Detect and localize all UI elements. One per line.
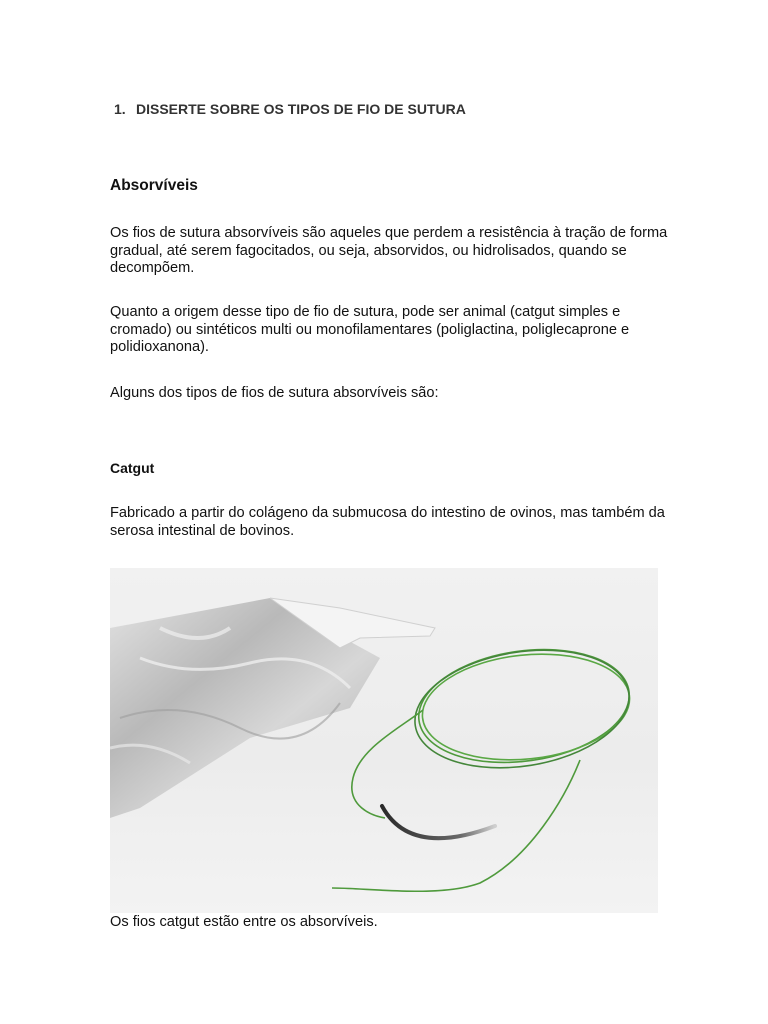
- suture-thread-photo: [110, 568, 658, 913]
- question-number: 1.: [114, 101, 126, 117]
- subsection-title: Catgut: [110, 460, 155, 476]
- paragraph-origin: Quanto a origem desse tipo de fio de sutura, pode ser animal (catgut simples e cromado) ou sintéticos multi ou monofilamentares (poliglactina, poliglecaprone e polidioxanona).: [110, 304, 630, 355]
- photo-caption: Os fios catgut estão entre os absorvíveis.: [110, 914, 378, 930]
- suture-needle: [382, 806, 495, 838]
- section-title: Absorvíveis: [110, 177, 198, 194]
- paragraph-types-intro: Alguns dos tipos de fios de sutura absorvíveis são:: [110, 385, 439, 401]
- question-title: DISSERTE SOBRE OS TIPOS DE FIO DE SUTURA: [136, 101, 466, 117]
- paragraph-intro: Os fios de sutura absorvíveis são aqueles que perdem a resistência à tração de forma gradual, até serem fagocitados, ou seja, absorvidos, ou hidrolisados, quando se decompõem.: [110, 225, 668, 276]
- suture-thread: [332, 636, 638, 891]
- question-heading: [114, 101, 466, 117]
- foil-packet: [110, 598, 435, 818]
- suture-photo-illustration: [110, 568, 658, 913]
- paragraph-catgut: Fabricado a partir do colágeno da submucosa do intestino de ovinos, mas também da serosa intestinal de bovinos.: [110, 505, 665, 539]
